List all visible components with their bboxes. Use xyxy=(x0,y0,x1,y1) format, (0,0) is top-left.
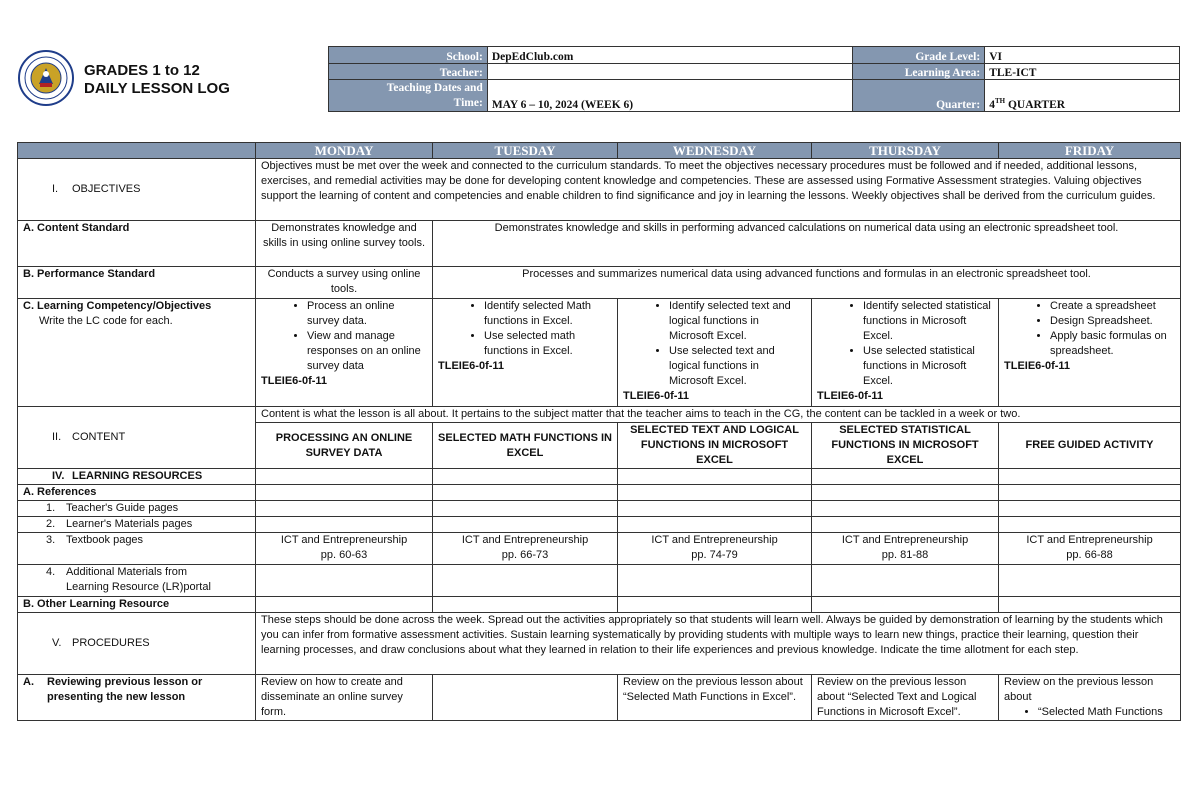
table-cell xyxy=(256,485,433,501)
table-cell xyxy=(812,469,999,485)
table-cell xyxy=(999,501,1181,517)
day-friday: FRIDAY xyxy=(999,143,1181,159)
review-label xyxy=(18,675,256,721)
objectives-num: I. xyxy=(52,183,59,195)
table-cell xyxy=(433,469,618,485)
dates-label xyxy=(329,80,488,112)
additional-num: 4. xyxy=(46,566,56,578)
review-wednesday: Review on the previous lesson about “Selected Math Functions in Excel”. xyxy=(618,675,812,721)
competency-label xyxy=(18,299,256,407)
document-title xyxy=(84,62,230,98)
competency-friday xyxy=(999,299,1181,407)
procedures-num: V. xyxy=(52,637,62,649)
teacher-value xyxy=(487,64,853,80)
lc-code: TLEIE6-0f-11 xyxy=(1004,360,1071,372)
dates-label-line-2: Time: xyxy=(453,97,483,109)
table-cell xyxy=(433,565,618,597)
dates-value: MAY 6 – 10, 2024 (WEEK 6) xyxy=(487,80,853,112)
learners-materials-num: 2. xyxy=(46,518,56,530)
list-item: • Design Spreadsheet. xyxy=(1050,314,1175,329)
table-cell xyxy=(433,485,618,501)
table-cell xyxy=(812,485,999,501)
topic-tuesday: SELECTED MATH FUNCTIONS IN EXCEL xyxy=(433,423,618,469)
quarter-label: Quarter: xyxy=(853,80,985,112)
table-cell xyxy=(618,501,812,517)
competency-wednesday xyxy=(618,299,812,407)
book-pages: pp. 66-73 xyxy=(501,549,549,561)
competency-sublabel: Write the LC code for each. xyxy=(39,315,173,327)
other-resource-label: B. Other Learning Resource xyxy=(18,597,256,613)
list-item: • Identify selected Math functions in Excel. xyxy=(484,299,612,329)
review-thursday: Review on the previous lesson about “Selected Text and Logical Functions in Microsoft Excel”. xyxy=(812,675,999,721)
content-standard-rest: Demonstrates knowledge and skills in performing advanced calculations on numerical data using an electronic spreadsheet tool. xyxy=(433,221,1181,267)
day-thursday: THURSDAY xyxy=(812,143,999,159)
list-item: • View and manage responses on an online survey data xyxy=(307,329,427,374)
school-label: School: xyxy=(329,47,488,64)
additional-line-1: Additional Materials from xyxy=(66,566,188,578)
list-item: • Use selected text and logical functions in Microsoft Excel. xyxy=(669,344,806,389)
quarter-suffix: TH xyxy=(994,97,1006,106)
table-cell xyxy=(256,517,433,533)
teachers-guide-label xyxy=(18,501,256,517)
table-cell xyxy=(618,469,812,485)
learning-area-value: TLE-ICT xyxy=(985,64,1180,80)
resources-label xyxy=(18,469,256,485)
book-title: ICT and Entrepreneurship xyxy=(651,534,778,546)
header xyxy=(18,46,1180,112)
list-item: • Identify selected text and logical functions in Microsoft Excel. xyxy=(669,299,806,344)
topic-thursday: SELECTED STATISTICAL FUNCTIONS IN MICROSOFT EXCEL xyxy=(812,423,999,469)
table-cell xyxy=(812,501,999,517)
learners-materials-text: Learner's Materials pages xyxy=(66,518,193,530)
quarter-value xyxy=(985,80,1180,112)
objectives-label xyxy=(18,159,256,221)
topic-monday: PROCESSING AN ONLINE SURVEY DATA xyxy=(256,423,433,469)
references-label: A. References xyxy=(18,485,256,501)
list-item: • Process an online survey data. xyxy=(307,299,427,329)
objectives-text: OBJECTIVES xyxy=(72,183,141,195)
title-line-2: DAILY LESSON LOG xyxy=(84,80,230,97)
deped-seal-icon xyxy=(18,50,74,106)
info-table xyxy=(328,46,1180,112)
review-line-2: presenting the new lesson xyxy=(47,691,186,703)
additional-materials-label xyxy=(18,565,256,597)
grade-value: VI xyxy=(985,47,1180,64)
table-cell xyxy=(812,517,999,533)
textbook-monday xyxy=(256,533,433,565)
content-label xyxy=(18,407,256,469)
references-row xyxy=(18,485,1181,501)
book-pages: pp. 66-88 xyxy=(1066,549,1113,561)
table-cell xyxy=(999,565,1181,597)
list-item: • Use selected statistical functions in Microsoft Excel. xyxy=(863,344,993,389)
list-item: • “Selected Math Functions xyxy=(1038,705,1175,720)
content-text: CONTENT xyxy=(72,431,126,443)
competency-row xyxy=(18,299,1181,407)
list-item: • Identify selected statistical functions in Microsoft Excel. xyxy=(863,299,993,344)
table-cell xyxy=(256,469,433,485)
table-cell xyxy=(999,485,1181,501)
book-pages: pp. 74-79 xyxy=(691,549,738,561)
book-title: ICT and Entrepreneurship xyxy=(841,534,969,546)
teacher-label: Teacher: xyxy=(329,64,488,80)
table-cell xyxy=(618,517,812,533)
day-monday: MONDAY xyxy=(256,143,433,159)
table-cell xyxy=(433,517,618,533)
day-header-row xyxy=(18,143,1181,159)
teachers-guide-row xyxy=(18,501,1181,517)
competency-title: C. Learning Competency/Objectives xyxy=(23,300,212,312)
lc-code: TLEIE6-0f-11 xyxy=(261,375,328,387)
content-standard-label: A. Content Standard xyxy=(18,221,256,267)
book-pages: pp. 60-63 xyxy=(320,549,368,561)
performance-standard-rest: Processes and summarizes numerical data using advanced functions and formulas in an electronic spreadsheet tool. xyxy=(433,267,1181,299)
learning-area-label: Learning Area: xyxy=(853,64,985,80)
book-title: ICT and Entrepreneurship xyxy=(461,534,589,546)
corner-cell xyxy=(18,143,256,159)
book-title: ICT and Entrepreneurship xyxy=(280,534,408,546)
table-cell xyxy=(618,485,812,501)
textbook-friday xyxy=(999,533,1181,565)
teachers-guide-text: Teacher's Guide pages xyxy=(66,502,179,514)
quarter-number: 4 xyxy=(989,99,995,111)
teachers-guide-num: 1. xyxy=(46,502,56,514)
competency-tuesday xyxy=(433,299,618,407)
review-friday xyxy=(999,675,1181,721)
review-friday-text: Review on the previous lesson about xyxy=(1004,676,1154,703)
day-tuesday: TUESDAY xyxy=(433,143,618,159)
review-num: A. xyxy=(23,676,34,688)
resources-text: LEARNING RESOURCES xyxy=(72,470,203,482)
list-item: • Use selected math functions in Excel. xyxy=(484,329,612,359)
review-tuesday xyxy=(433,675,618,721)
table-cell xyxy=(999,469,1181,485)
table-cell xyxy=(999,517,1181,533)
content-intro: Content is what the lesson is all about. It pertains to the subject matter that the teacher aims to teach in the CG, the content can be tackled in a week or two. xyxy=(256,407,1181,423)
review-line-1: Reviewing previous lesson or xyxy=(47,676,203,688)
table-cell xyxy=(812,597,999,613)
competency-monday xyxy=(256,299,433,407)
dates-label-line-1: Teaching Dates and xyxy=(386,82,483,94)
resources-num: IV. xyxy=(52,470,65,482)
additional-line-2: Learning Resource (LR)portal xyxy=(66,581,211,593)
table-cell xyxy=(618,565,812,597)
procedures-label xyxy=(18,613,256,675)
book-title: ICT and Entrepreneurship xyxy=(1026,534,1153,546)
content-standard-monday: Demonstrates knowledge and skills in using online survey tools. xyxy=(256,221,433,267)
review-monday: Review on how to create and disseminate an online survey form. xyxy=(256,675,433,721)
title-line-1: GRADES 1 to 12 xyxy=(84,62,200,79)
performance-standard-label: B. Performance Standard xyxy=(18,267,256,299)
content-num: II. xyxy=(52,431,62,443)
additional-materials-row xyxy=(18,565,1181,597)
table-cell xyxy=(256,597,433,613)
textbook-text: Textbook pages xyxy=(66,534,144,546)
topic-wednesday: SELECTED TEXT AND LOGICAL FUNCTIONS IN MICROSOFT EXCEL xyxy=(618,423,812,469)
school-value: DepEdClub.com xyxy=(487,47,853,64)
lc-code: TLEIE6-0f-11 xyxy=(623,390,690,402)
lc-code: TLEIE6-0f-11 xyxy=(817,390,884,402)
textbook-row xyxy=(18,533,1181,565)
table-cell xyxy=(256,501,433,517)
textbook-num: 3. xyxy=(46,534,56,546)
content-intro-row xyxy=(18,407,1181,423)
other-resource-row xyxy=(18,597,1181,613)
procedures-text: PROCEDURES xyxy=(72,637,150,649)
table-cell xyxy=(999,597,1181,613)
lesson-log-table xyxy=(17,142,1181,721)
table-cell xyxy=(433,501,618,517)
table-cell xyxy=(812,565,999,597)
procedures-row xyxy=(18,613,1181,675)
book-pages: pp. 81-88 xyxy=(881,549,929,561)
quarter-word: QUARTER xyxy=(1007,99,1066,111)
topic-friday: FREE GUIDED ACTIVITY xyxy=(999,423,1181,469)
textbook-wednesday xyxy=(618,533,812,565)
objectives-text-cell: Objectives must be met over the week and connected to the curriculum standards. To meet the objectives necessary procedures must be followed and if needed, additional lessons, exercises, and remedial activities may be done for developing content knowledge and competencies. These are assessed using Formative Assessment strategies. Valuing objectives support the learning of content and competencies and enable children to find significance and joy in learning the lessons. Weekly objectives shall be derived from the curriculum guides. xyxy=(256,159,1181,221)
lc-code: TLEIE6-0f-11 xyxy=(438,360,505,372)
textbook-thursday xyxy=(812,533,999,565)
day-wednesday: WEDNESDAY xyxy=(618,143,812,159)
learners-materials-label xyxy=(18,517,256,533)
textbook-label xyxy=(18,533,256,565)
resources-row xyxy=(18,469,1181,485)
list-item: • Create a spreadsheet xyxy=(1050,299,1175,314)
review-row xyxy=(18,675,1181,721)
grade-label: Grade Level: xyxy=(853,47,985,64)
table-cell xyxy=(256,565,433,597)
list-item: • Apply basic formulas on spreadsheet. xyxy=(1050,329,1175,359)
procedures-text-cell: These steps should be done across the week. Spread out the activities appropriately so that students will learn well. Always be guided by demonstration of learning by the students which you can infer from formative assessment activities. Sustain learning systematically by providing students with multiple ways to learn new things, practice their learning, question their learning processes, and draw conclusions about what they learned in relation to their life experiences and previous knowledge. Indicate the time allotment for each step. xyxy=(256,613,1181,675)
competency-thursday xyxy=(812,299,999,407)
content-standard-row xyxy=(18,221,1181,267)
textbook-tuesday xyxy=(433,533,618,565)
performance-standard-monday: Conducts a survey using online tools. xyxy=(256,267,433,299)
objectives-row xyxy=(18,159,1181,221)
table-cell xyxy=(433,597,618,613)
table-cell xyxy=(618,597,812,613)
performance-standard-row xyxy=(18,267,1181,299)
learners-materials-row xyxy=(18,517,1181,533)
